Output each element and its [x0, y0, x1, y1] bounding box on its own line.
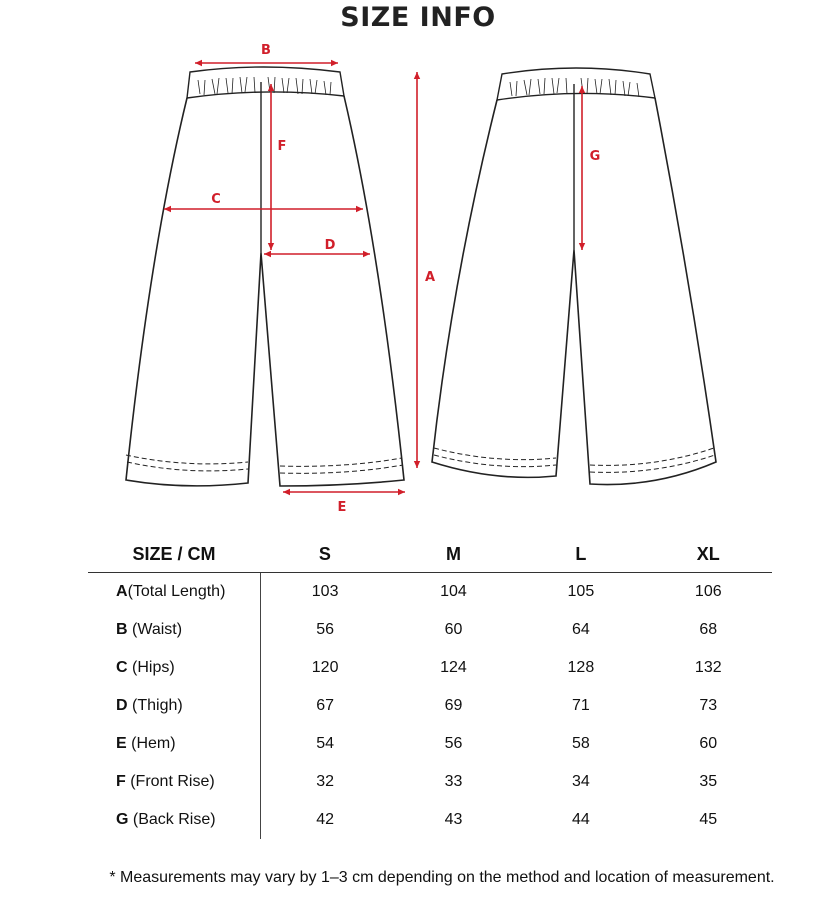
table-cell: 73 — [699, 697, 718, 714]
table-cell: 44 — [571, 811, 590, 828]
table-cell: 104 — [440, 583, 467, 600]
row-label — [88, 611, 260, 649]
table-row — [88, 687, 772, 725]
table-cell: 33 — [444, 773, 463, 790]
row-code: A — [116, 583, 128, 600]
table-row — [88, 763, 772, 801]
table-cell: 105 — [567, 583, 595, 600]
row-code: F — [116, 773, 126, 790]
row-name: (Hem) — [126, 735, 176, 752]
table-row — [88, 725, 772, 763]
header-l: L — [517, 536, 644, 573]
row-name: (Front Rise) — [125, 773, 215, 790]
row-label — [88, 687, 260, 725]
table-cell: 56 — [444, 735, 463, 752]
header-s: S — [260, 536, 390, 573]
size-table — [88, 536, 772, 839]
header-size-cm: SIZE / CM — [88, 536, 260, 573]
table-cell: 69 — [444, 697, 463, 714]
label-f: F — [277, 139, 287, 154]
table-cell: 56 — [316, 621, 335, 638]
measurement-note: * Measurements may vary by 1–3 cm depending on the method and location of measurement. — [109, 869, 775, 886]
row-label — [88, 573, 260, 612]
header-m: M — [390, 536, 517, 573]
table-row — [88, 649, 772, 687]
label-c: C — [211, 192, 221, 207]
table-cell: 34 — [571, 773, 590, 790]
row-label — [88, 725, 260, 763]
row-code: B — [116, 621, 128, 638]
table-cell: 58 — [571, 735, 590, 752]
page-title: SIZE INFO — [340, 2, 496, 33]
table-cell: 54 — [316, 735, 335, 752]
header-xl: XL — [645, 536, 772, 573]
row-label — [88, 649, 260, 687]
size-table-header — [88, 536, 772, 573]
table-cell: 32 — [316, 773, 335, 790]
table-cell: 43 — [444, 811, 463, 828]
table-cell: 103 — [311, 583, 339, 600]
table-cell: 68 — [699, 621, 718, 638]
row-name: (Back Rise) — [128, 811, 216, 828]
row-code: C — [116, 659, 128, 676]
row-label — [88, 763, 260, 801]
table-cell: 60 — [444, 621, 463, 638]
label-g: G — [589, 149, 601, 164]
row-name: (Thigh) — [127, 697, 183, 714]
table-row — [88, 801, 772, 839]
table-cell: 71 — [571, 697, 590, 714]
table-cell: 42 — [316, 811, 335, 828]
front-pants-illustration — [126, 67, 404, 486]
label-d: D — [324, 238, 336, 253]
row-label — [88, 801, 260, 839]
table-cell: 67 — [316, 697, 335, 714]
table-row — [88, 611, 772, 649]
row-code: E — [116, 735, 127, 752]
row-name: (Waist) — [127, 621, 183, 638]
label-b: B — [261, 43, 271, 58]
row-name: (Total Length) — [127, 583, 226, 600]
table-cell: 60 — [699, 735, 718, 752]
table-cell: 45 — [699, 811, 718, 828]
table-row — [88, 573, 772, 612]
row-code: G — [116, 811, 129, 828]
label-e: E — [337, 500, 347, 515]
row-code: D — [116, 697, 128, 714]
table-cell: 106 — [694, 583, 722, 600]
table-cell: 132 — [694, 659, 722, 676]
label-a: A — [424, 270, 436, 285]
table-cell: 120 — [311, 659, 339, 676]
table-cell: 64 — [571, 621, 590, 638]
table-cell: 124 — [440, 659, 467, 676]
back-pants-illustration — [432, 68, 716, 485]
row-name: (Hips) — [127, 659, 175, 676]
table-cell: 35 — [699, 773, 718, 790]
table-cell: 128 — [567, 659, 595, 676]
